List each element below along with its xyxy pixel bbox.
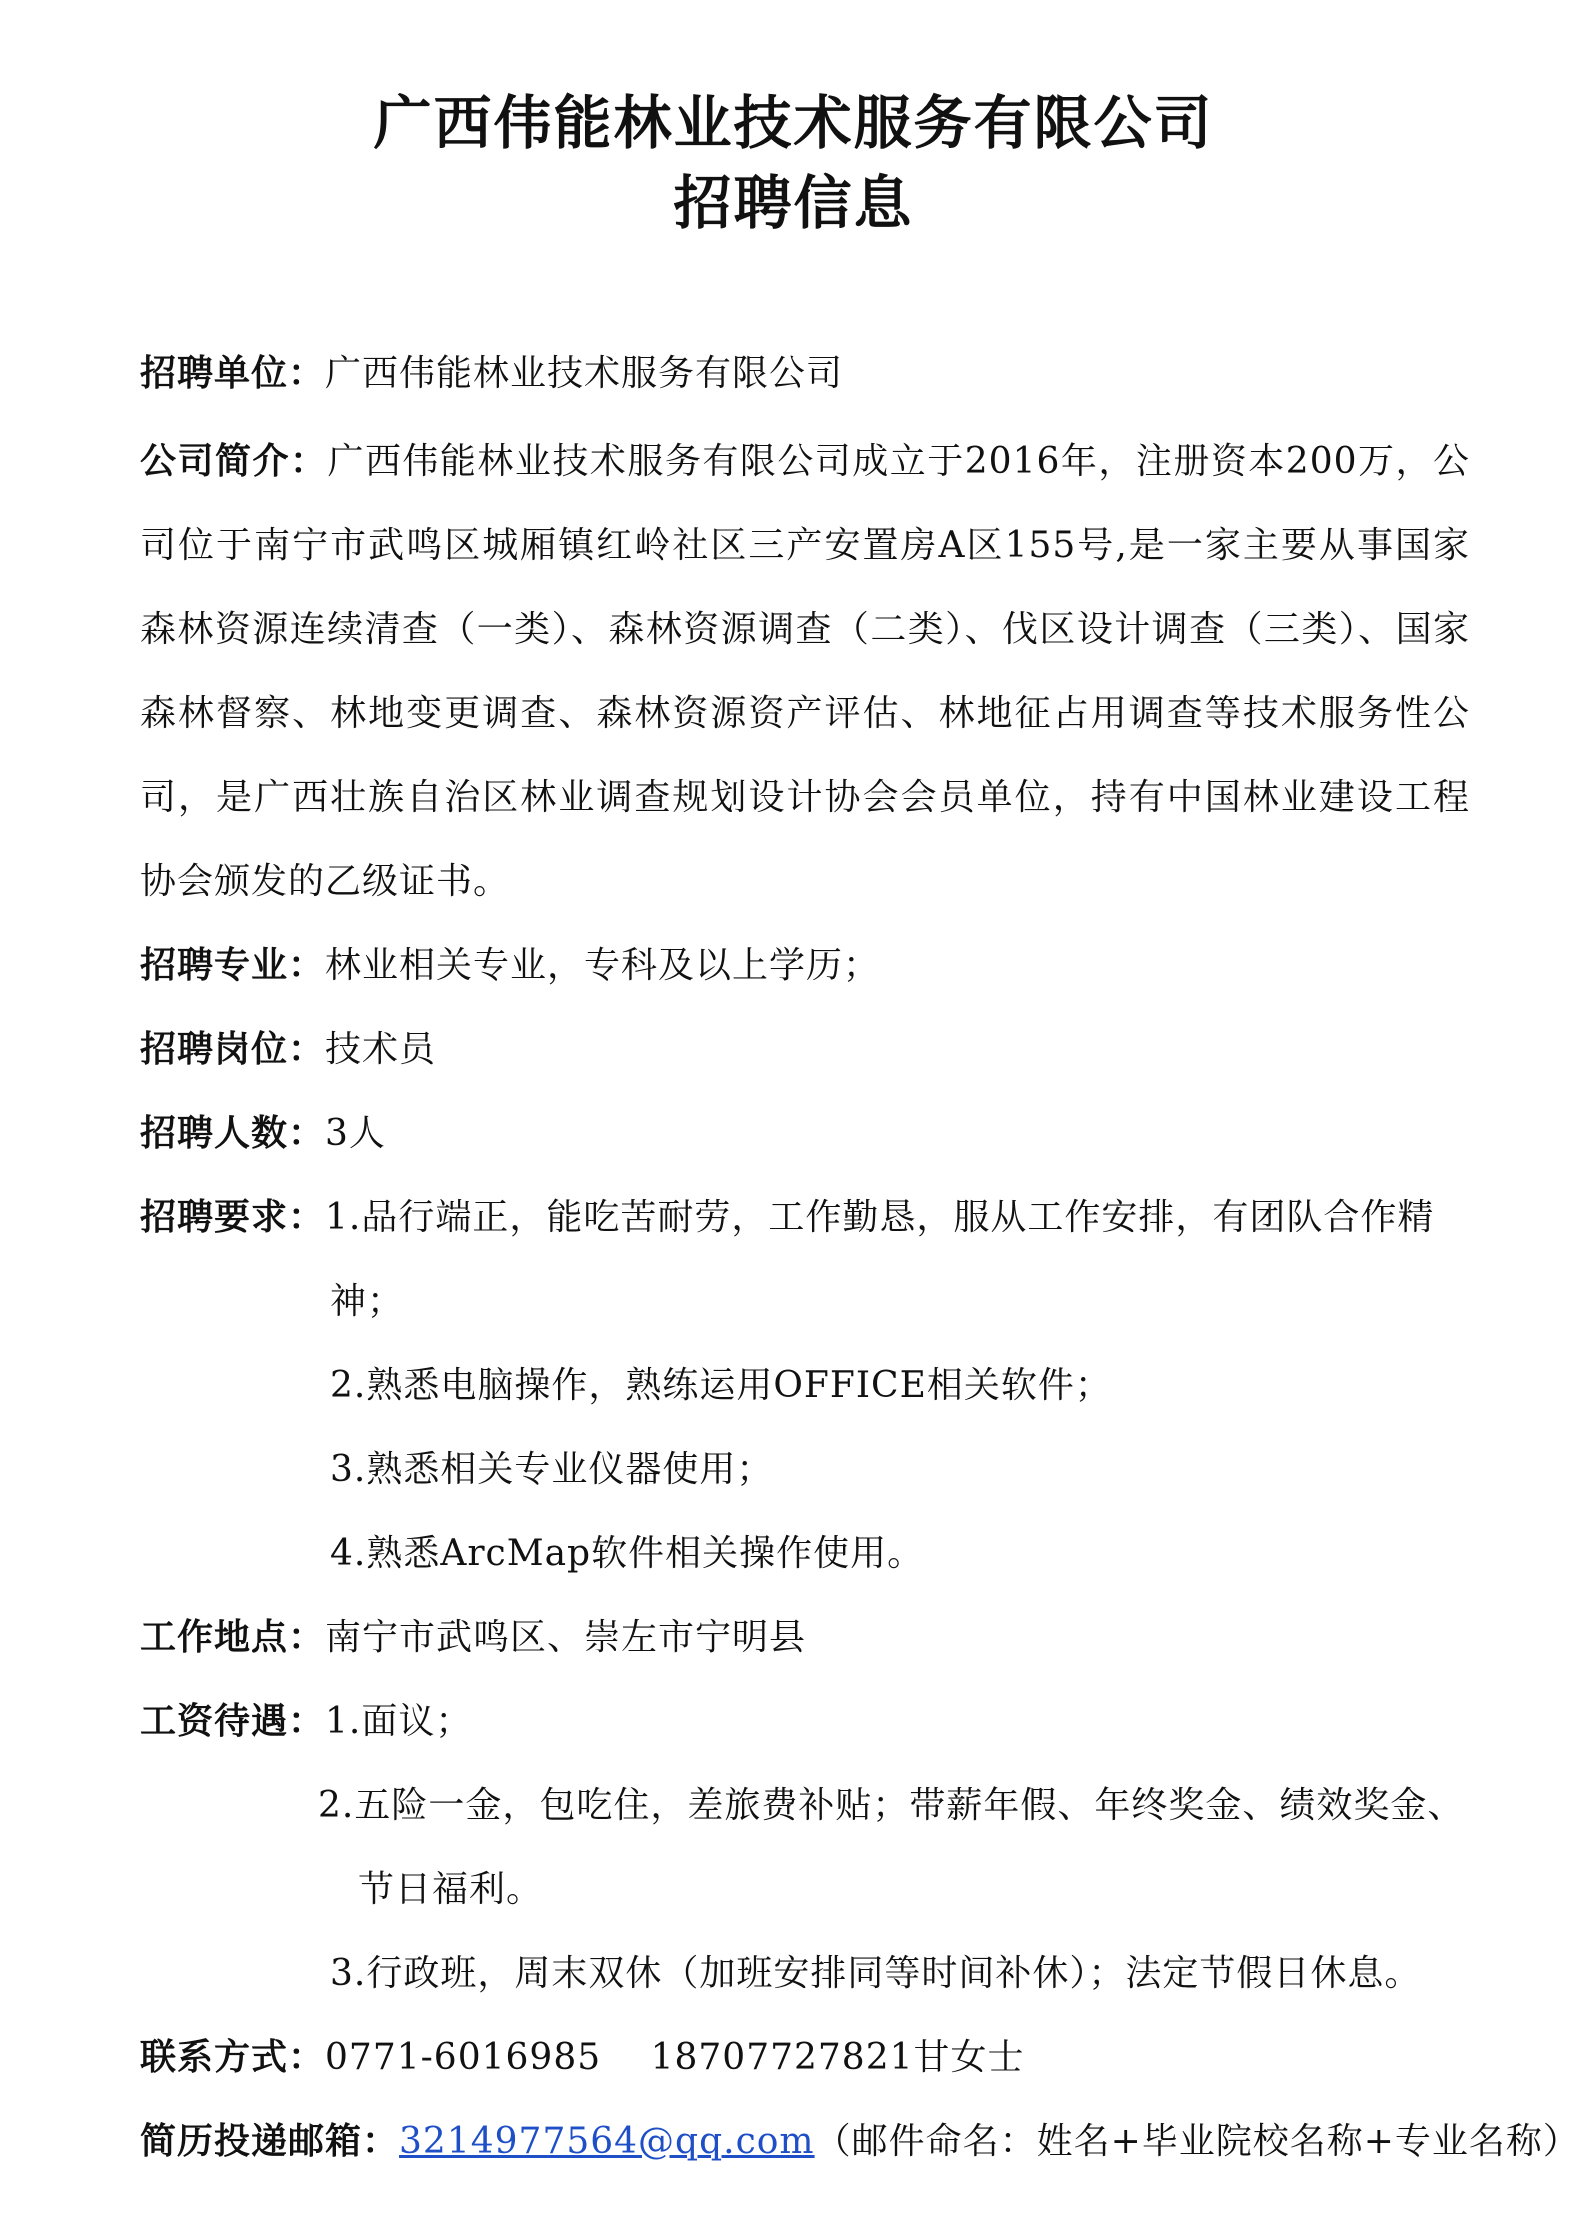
page-title: 广西伟能林业技术服务有限公司 xyxy=(373,89,1214,157)
salary-item-2: 2.五险一金，包吃住，差旅费补贴；带薪年假、年终奖金、绩效奖金、 xyxy=(318,1785,1465,1826)
major-row xyxy=(140,944,880,988)
salary-item-1: 1.面议； xyxy=(325,1701,473,1742)
position-value: 技术员 xyxy=(325,1029,437,1070)
recruiting-unit-value: 广西伟能林业技术服务有限公司 xyxy=(325,353,844,394)
headcount-row xyxy=(140,1112,386,1156)
location-label: 工作地点： xyxy=(140,1617,326,1658)
company-intro xyxy=(140,420,1470,924)
recruiting-unit-row xyxy=(140,352,843,396)
requirement-item-1: 1.品行端正，能吃苦耐劳，工作勤恳，服从工作安排，有团队合作精 xyxy=(325,1197,1435,1238)
requirement-item-2: 2.熟悉电脑操作，熟练运用OFFICE相关软件； xyxy=(330,1365,1112,1406)
salary-label: 工资待遇： xyxy=(140,1701,326,1742)
email-naming-note: （邮件命名：姓名+毕业院校名称+专业名称） xyxy=(814,2121,1580,2162)
headcount-label: 招聘人数： xyxy=(140,1113,326,1154)
position-row xyxy=(140,1028,436,1072)
recruiting-unit-label: 招聘单位： xyxy=(140,353,326,394)
major-label: 招聘专业： xyxy=(140,945,326,986)
contact-label: 联系方式： xyxy=(140,2037,326,2078)
requirement-item-4: 4.熟悉ArcMap软件相关操作使用。 xyxy=(330,1533,925,1574)
contact-row xyxy=(140,2036,1025,2080)
email-label: 简历投递邮箱： xyxy=(140,2121,400,2162)
salary-item-2-cont: 节日福利。 xyxy=(358,1869,544,1910)
requirements-label: 招聘要求： xyxy=(140,1197,326,1238)
contact-value: 0771-6016985 18707727821甘女士 xyxy=(325,2037,1025,2078)
company-intro-label: 公司简介： xyxy=(140,441,328,482)
page-subtitle: 招聘信息 xyxy=(673,169,914,237)
headcount-value: 3人 xyxy=(325,1113,386,1154)
requirement-item-1-cont: 神； xyxy=(330,1281,405,1322)
salary-row xyxy=(140,1700,472,1744)
major-value: 林业相关专业，专科及以上学历； xyxy=(325,945,881,986)
email-row xyxy=(140,2120,1580,2164)
location-value: 南宁市武鸣区、崇左市宁明县 xyxy=(325,1617,807,1658)
requirements-row xyxy=(140,1196,1434,1240)
company-intro-text: 广西伟能林业技术服务有限公司成立于2016年，注册资本200万，公司位于南宁市武鸣区城厢镇红岭社区三产安置房A区155号,是一家主要从事国家森林资源连续清查（一类）、森林资源调查（二类）、伐区设计调查（三类）、国家森林督察、林地变更调查、森林资源资产评估、林地征占用调查等技术服务性公司，是广西壮族自治区林业调查规划设计协会会员单位，持有中国林业建设工程协会颁发的乙级证书。 xyxy=(140,441,1470,902)
requirement-item-3: 3.熟悉相关专业仪器使用； xyxy=(330,1449,774,1490)
position-label: 招聘岗位： xyxy=(140,1029,326,1070)
salary-item-3: 3.行政班，周末双休（加班安排同等时间补休）；法定节假日休息。 xyxy=(330,1953,1422,1994)
location-row xyxy=(140,1616,806,1660)
email-link[interactable]: 3214977564@qq.com xyxy=(399,2121,815,2162)
